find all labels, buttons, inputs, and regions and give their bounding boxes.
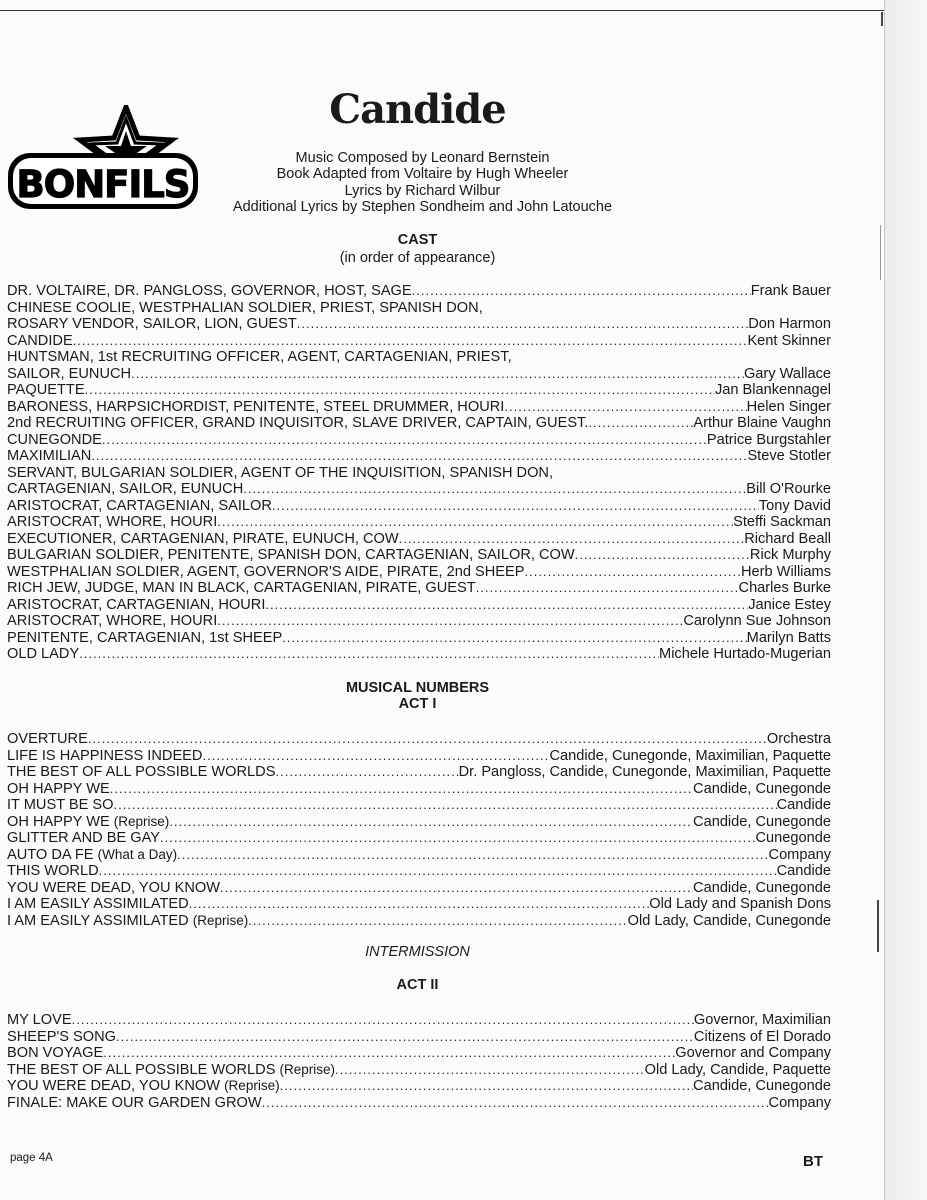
song-title: FINALE: MAKE OUR GARDEN GROW [7,1094,262,1111]
song-note: (Reprise) [113,813,170,829]
actor-name: Bill O'Rourke [746,481,831,497]
dot-leader [88,731,767,748]
actor-name: Frank Bauer [750,283,831,299]
cast-heading: CAST [397,232,438,248]
role-name: CARTAGENIAN, SAILOR, EUNUCH [7,481,244,497]
role-name: ARISTOCRAT, CARTAGENIAN, HOURI [7,596,266,613]
page-edge-shadow [885,0,927,1200]
dot-leader [335,1062,645,1079]
credit-line: Lyrics by Richard Wilbur [344,182,501,199]
performers: Dr. Pangloss, Candide, Cunegonde, Maximilian, Paquette [458,764,831,780]
role-name: PAQUETTE [7,382,85,398]
page-edge [884,0,885,1200]
credit-line: Additional Lyrics by Stephen Sondheim and John Latouche [232,198,613,215]
cast-row [7,333,831,350]
cast-row [7,580,831,597]
cast-row [7,547,831,564]
act1-heading: ACT I [398,696,437,712]
actor-name: Tony David [758,497,831,514]
song-row [7,748,831,765]
dot-leader [177,847,768,864]
dot-leader [280,1078,693,1095]
role-name: RICH JEW, JUDGE, MAN IN BLACK, CARTAGENIAN, PIRATE, GUEST [7,580,476,596]
actor-name: Don Harmon [748,316,831,332]
song-note: (Reprise) [224,1078,280,1093]
role-name: DR. VOLTAIRE, DR. PANGLOSS, GOVERNOR, HOST, SAGE [7,283,412,299]
cast-row [7,514,831,531]
cast-row [7,531,831,548]
cast-row [7,415,831,432]
role-name: PENITENTE, CARTAGENIAN, 1st SHEEP [7,629,283,646]
dot-leader [575,547,750,564]
song-note: (Reprise) [279,1061,336,1077]
song-row [7,863,831,880]
cast-subheading: (in order of appearance) [339,250,496,266]
song-title: SHEEP'S SONG [7,1028,117,1045]
song-title: IT MUST BE SO [7,797,114,813]
cast-row [7,613,831,630]
cast-list [7,283,831,663]
dot-leader [72,1012,694,1029]
dot-leader [297,316,748,333]
edge-mark [877,900,879,952]
dot-leader [85,382,715,399]
dot-leader [248,913,627,930]
actor-name: Steve Stotler [747,448,831,464]
dot-leader [504,399,746,416]
dot-leader [79,646,659,663]
actor-name: Rick Murphy [749,547,831,563]
role-name: HUNTSMAN, 1st RECRUITING OFFICER, AGENT, CARTAGENIAN, PRIEST, [7,349,512,365]
cast-row [7,448,831,465]
actor-name: Patrice Burgstahler [706,431,831,448]
act2-heading: ACT II [396,977,439,993]
credit-line: Music Composed by Leonard Bernstein [295,150,550,166]
cast-row [7,465,831,482]
cast-row [7,498,831,515]
song-row [7,880,831,897]
performers: Candide, Cunegonde, Maximilian, Paquette [549,747,831,764]
song-title: BON VOYAGE [7,1045,104,1061]
role-name: SAILOR, EUNUCH [7,365,132,382]
edge-mark [880,225,881,280]
performers: Candide [776,863,831,879]
actor-name: Janice Estey [748,596,831,613]
actor-name: Jan Blankennagel [714,382,831,398]
dot-leader [102,432,707,449]
actor-name: Herb Williams [741,563,831,580]
cast-row [7,316,831,333]
performers: Old Lady, Candide, Cunegonde [627,912,831,929]
performers: Governor, Maximilian [693,1012,831,1028]
role-name: EXECUTIONER, CARTAGENIAN, PIRATE, EUNUCH, COW [7,530,399,547]
song-row [7,1012,831,1029]
performers: Citizens of El Dorado [693,1028,831,1045]
dot-leader [189,896,650,913]
song-row [7,797,831,814]
role-name: WESTPHALIAN SOLDIER, AGENT, GOVERNOR'S AIDE, PIRATE, 2nd SHEEP [7,563,525,580]
song-row [7,1062,831,1079]
dot-leader [525,564,742,581]
performers: Candide, Cunegonde [693,1078,831,1094]
song-note: (Reprise) [192,912,249,928]
dot-leader [588,415,693,432]
cast-row [7,366,831,383]
dot-leader [265,597,748,614]
dot-leader [131,366,744,383]
dot-leader [99,863,777,880]
song-title: THE BEST OF ALL POSSIBLE WORLDS [7,1061,276,1078]
performers: Old Lady and Spanish Dons [649,896,831,912]
credit-line: Book Adapted from Voltaire by Hugh Wheeler [276,166,569,183]
song-row [7,764,831,781]
cast-row [7,399,831,416]
song-title: THIS WORLD [7,863,99,879]
song-title: OH HAPPY WE [7,813,110,830]
dot-leader [262,1095,769,1112]
intermission-label: INTERMISSION [365,944,470,960]
actor-name: Charles Burke [738,580,831,596]
song-title: LIFE IS HAPPINESS INDEED [7,747,203,764]
dot-leader [160,830,756,847]
page-number: page 4A [10,1152,53,1164]
performers: Candide, Cunegonde [693,813,831,830]
credits [190,150,655,215]
song-row [7,1095,831,1112]
actor-name: Helen Singer [746,398,831,415]
musical-numbers-heading: MUSICAL NUMBERS [345,680,490,696]
dot-leader [169,814,693,831]
song-title: YOU WERE DEAD, YOU KNOW [7,1078,220,1094]
song-row [7,830,831,847]
dot-leader [110,781,693,798]
performers: Governor and Company [675,1045,831,1061]
performers: Company [768,1094,831,1111]
actor-name: Marilyn Batts [746,629,831,646]
dot-leader [282,630,746,647]
performers: Cunegonde [755,830,831,846]
cast-row [7,646,831,663]
actor-name: Michele Hurtado-Mugerian [659,646,831,662]
role-name: BARONESS, HARPSICHORDIST, PENITENTE, STEEL DRUMMER, HOURI [7,398,505,415]
dot-leader [103,1045,675,1062]
dot-leader [217,514,733,531]
role-name: 2nd RECRUITING OFFICER, GRAND INQUISITOR, SLAVE DRIVER, CAPTAIN, GUEST. [7,415,589,431]
song-note: (What a Day) [97,846,178,862]
role-name: BULGARIAN SOLDIER, PENITENTE, SPANISH DON, CARTAGENIAN, SAILOR, COW [7,547,575,563]
role-name: ARISTOCRAT, WHORE, HOURI [7,613,218,629]
dot-leader [476,580,739,597]
role-name: ARISTOCRAT, CARTAGENIAN, SAILOR [7,497,272,514]
dot-leader [399,531,745,548]
actor-name: Steffi Sackman [733,514,831,530]
song-row [7,913,831,930]
dot-leader [116,1029,694,1046]
page-title: Candide [329,86,506,133]
cast-row [7,630,831,647]
performers: Old Lady, Candide, Paquette [644,1061,831,1078]
song-title: GLITTER AND BE GAY [7,830,160,846]
role-name: ARISTOCRAT, WHORE, HOURI [7,514,218,530]
song-row [7,781,831,798]
song-row [7,896,831,913]
actor-name: Richard Beall [744,530,831,547]
role-name: ROSARY VENDOR, SAILOR, LION, GUEST [7,316,297,332]
dot-leader [275,764,458,781]
footer-code: BT [803,1153,823,1170]
song-title: AUTO DA FE [7,846,94,863]
role-name: MAXIMILIAN [7,448,92,464]
song-title: OH HAPPY WE [7,780,110,797]
role-name: CHINESE COOLIE, WESTPHALIAN SOLDIER, PRIEST, SPANISH DON, [7,299,483,316]
actor-name: Gary Wallace [743,365,831,382]
role-name: OLD LADY [7,646,80,662]
cast-row [7,432,831,449]
cast-row [7,382,831,399]
song-row [7,814,831,831]
cast-row [7,481,831,498]
song-title: OVERTURE [7,731,88,747]
actor-name: Arthur Blaine Vaughn [693,415,831,431]
performers: Orchestra [766,731,831,747]
role-name: CANDIDE [7,332,73,349]
cast-row [7,349,831,366]
svg-text:BONFILS: BONFILS [16,163,190,206]
dot-leader [202,748,549,765]
song-row [7,1029,831,1046]
top-rule [0,10,885,11]
cast-row [7,564,831,581]
edge-mark [881,12,883,26]
cast-row [7,283,831,300]
dot-leader [91,448,747,465]
dot-leader [73,333,748,350]
performers: Candide [776,797,831,813]
song-title: I AM EASILY ASSIMILATED [7,912,189,929]
actor-name: Kent Skinner [747,332,831,349]
dot-leader [220,880,693,897]
song-row [7,1045,831,1062]
logo-text [17,163,190,206]
song-row [7,1078,831,1095]
cast-row [7,597,831,614]
act1-song-list [7,731,831,929]
role-name: CUNEGONDE [7,431,102,448]
act2-song-list [7,1012,831,1111]
song-title: YOU WERE DEAD, YOU KNOW [7,879,220,896]
song-title: THE BEST OF ALL POSSIBLE WORLDS [7,764,276,780]
performers: Candide, Cunegonde [693,780,831,797]
song-title: MY LOVE [7,1012,72,1028]
role-name: SERVANT, BULGARIAN SOLDIER, AGENT OF THE INQUISITION, SPANISH DON, [7,464,554,481]
dot-leader [243,481,746,498]
song-row [7,847,831,864]
dot-leader [412,283,751,300]
cast-row [7,300,831,317]
dot-leader [272,498,759,515]
dot-leader [217,613,683,630]
dot-leader [114,797,777,814]
performers: Company [768,846,831,863]
actor-name: Carolynn Sue Johnson [683,613,831,629]
performers: Candide, Cunegonde [693,879,831,896]
song-row [7,731,831,748]
song-title: I AM EASILY ASSIMILATED [7,896,189,912]
